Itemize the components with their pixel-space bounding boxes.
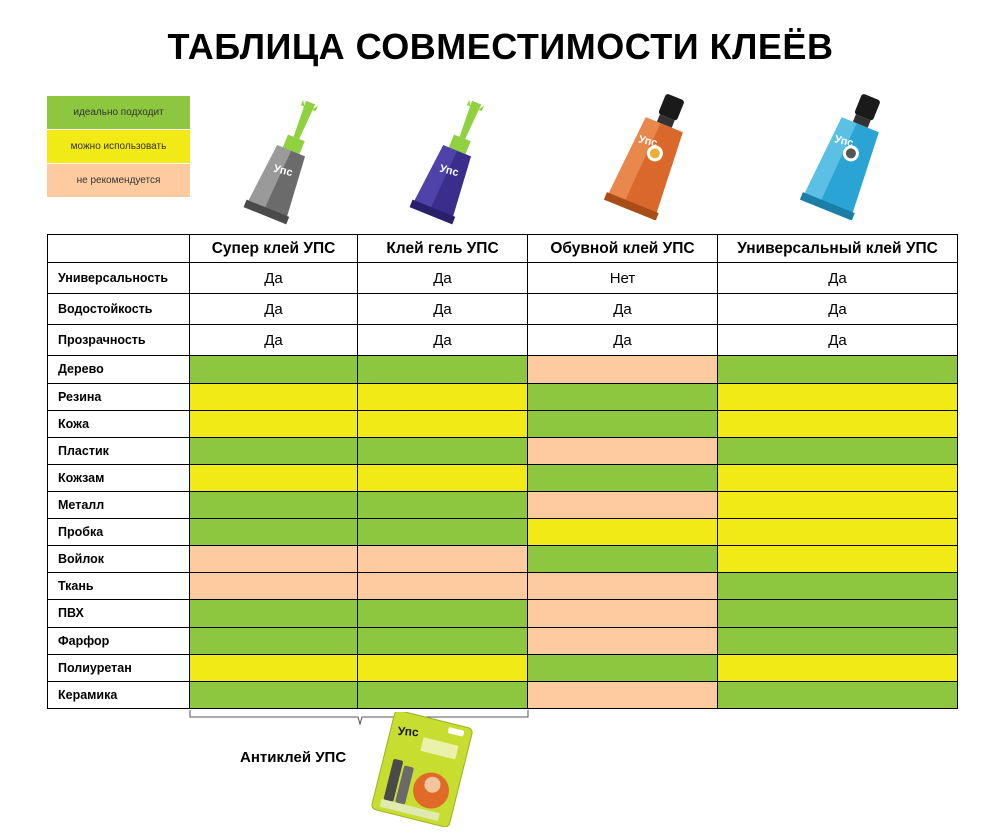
rating-cell-good [528,410,718,437]
material-label: Металл [48,491,190,518]
rating-cell-good [190,600,358,627]
rating-cell-good [190,437,358,464]
shoe-glue-tube-image [596,90,706,225]
material-label: Войлок [48,546,190,573]
rating-cell-ok [190,383,358,410]
rating-cell-good [190,491,358,518]
rating-cell-bad [528,491,718,518]
svg-text:Упс: Упс [637,133,659,150]
rating-cell-bad [358,573,528,600]
property-value: Да [358,325,528,356]
rating-cell-good [358,681,528,708]
rating-cell-good [718,681,958,708]
property-label: Универсальность [48,263,190,294]
rating-cell-ok [718,546,958,573]
rating-cell-bad [190,573,358,600]
material-label: Пластик [48,437,190,464]
page-title: ТАБЛИЦА СОВМЕСТИМОСТИ КЛЕЁВ [167,26,834,67]
rating-cell-good [528,383,718,410]
rating-cell-good [358,627,528,654]
rating-cell-good [528,464,718,491]
rating-cell-ok [718,491,958,518]
rating-cell-bad [528,437,718,464]
svg-text:Упс: Упс [438,162,460,180]
rating-cell-bad [190,546,358,573]
material-label: Фарфор [48,627,190,654]
table-row [48,681,958,708]
rating-cell-bad [528,627,718,654]
rating-cell-good [718,600,958,627]
table-row [48,325,958,356]
property-value: Да [718,263,958,294]
header-product: Обувной клей УПС [528,235,718,263]
rating-cell-good [358,491,528,518]
rating-cell-good [190,356,358,383]
table-row [48,294,958,325]
material-label: Резина [48,383,190,410]
rating-cell-good [190,681,358,708]
rating-cell-ok [718,383,958,410]
table-row [48,383,958,410]
rating-cell-ok [358,383,528,410]
table-row [48,437,958,464]
table-header-row [48,235,958,263]
anticlay-label: Антиклей УПС [240,749,347,766]
property-value: Да [190,325,358,356]
rating-cell-good [358,437,528,464]
rating-cell-good [528,546,718,573]
property-value: Нет [528,263,718,294]
table-row [48,546,958,573]
property-value: Да [528,294,718,325]
legend-good: идеально подходит [47,96,190,129]
material-label: Полиуретан [48,654,190,681]
property-value: Да [718,294,958,325]
property-value: Да [190,263,358,294]
table-row [48,410,958,437]
table-row [48,654,958,681]
table-row [48,600,958,627]
rating-cell-ok [358,464,528,491]
table-row [48,263,958,294]
header-product: Супер клей УПС [190,235,358,263]
glue-gel-tube-image [398,96,508,231]
property-value: Да [358,263,528,294]
property-value: Да [528,325,718,356]
rating-cell-ok [358,410,528,437]
rating-cell-good [358,356,528,383]
property-value: Да [358,294,528,325]
table-row [48,627,958,654]
header-empty-cell [48,235,190,263]
material-label: Ткань [48,573,190,600]
rating-cell-ok [718,519,958,546]
rating-cell-good [358,519,528,546]
svg-text:Упс: Упс [397,723,420,740]
property-value: Да [190,294,358,325]
rating-cell-ok [718,410,958,437]
material-label: Дерево [48,356,190,383]
compatibility-table [47,234,958,709]
rating-cell-ok [190,410,358,437]
rating-cell-ok [190,464,358,491]
rating-cell-bad [528,681,718,708]
rating-cell-ok [190,654,358,681]
rating-cell-good [190,519,358,546]
rating-cell-ok [718,654,958,681]
rating-cell-bad [528,573,718,600]
rating-cell-good [718,573,958,600]
table-row [48,491,958,518]
property-label: Прозрачность [48,325,190,356]
legend-bad: не рекомендуется [47,164,190,197]
material-label: Пробка [48,519,190,546]
property-label: Водостойкость [48,294,190,325]
material-label: Керамика [48,681,190,708]
anticlay-bracket [188,708,532,730]
rating-cell-ok [528,519,718,546]
rating-cell-bad [358,546,528,573]
legend-ok: можно использовать [47,130,190,163]
material-label: Кожа [48,410,190,437]
table-row [48,573,958,600]
rating-cell-ok [718,464,958,491]
header-product: Клей гель УПС [358,235,528,263]
material-label: ПВХ [48,600,190,627]
rating-cell-good [718,627,958,654]
rating-cell-good [718,356,958,383]
rating-cell-good [190,627,358,654]
table-row [48,519,958,546]
rating-cell-good [358,600,528,627]
header-product: Универсальный клей УПС [718,235,958,263]
anticlay-package-image [368,712,478,832]
table-row [48,464,958,491]
rating-cell-bad [528,356,718,383]
rating-cell-good [718,437,958,464]
table-row [48,356,958,383]
material-label: Кожзам [48,464,190,491]
svg-text:Упс: Упс [272,162,294,180]
rating-cell-bad [528,600,718,627]
rating-cell-good [528,654,718,681]
svg-text:Упс: Упс [833,133,855,150]
super-glue-tube-image [232,96,342,231]
universal-glue-tube-image [792,90,902,225]
property-value: Да [718,325,958,356]
rating-cell-ok [358,654,528,681]
